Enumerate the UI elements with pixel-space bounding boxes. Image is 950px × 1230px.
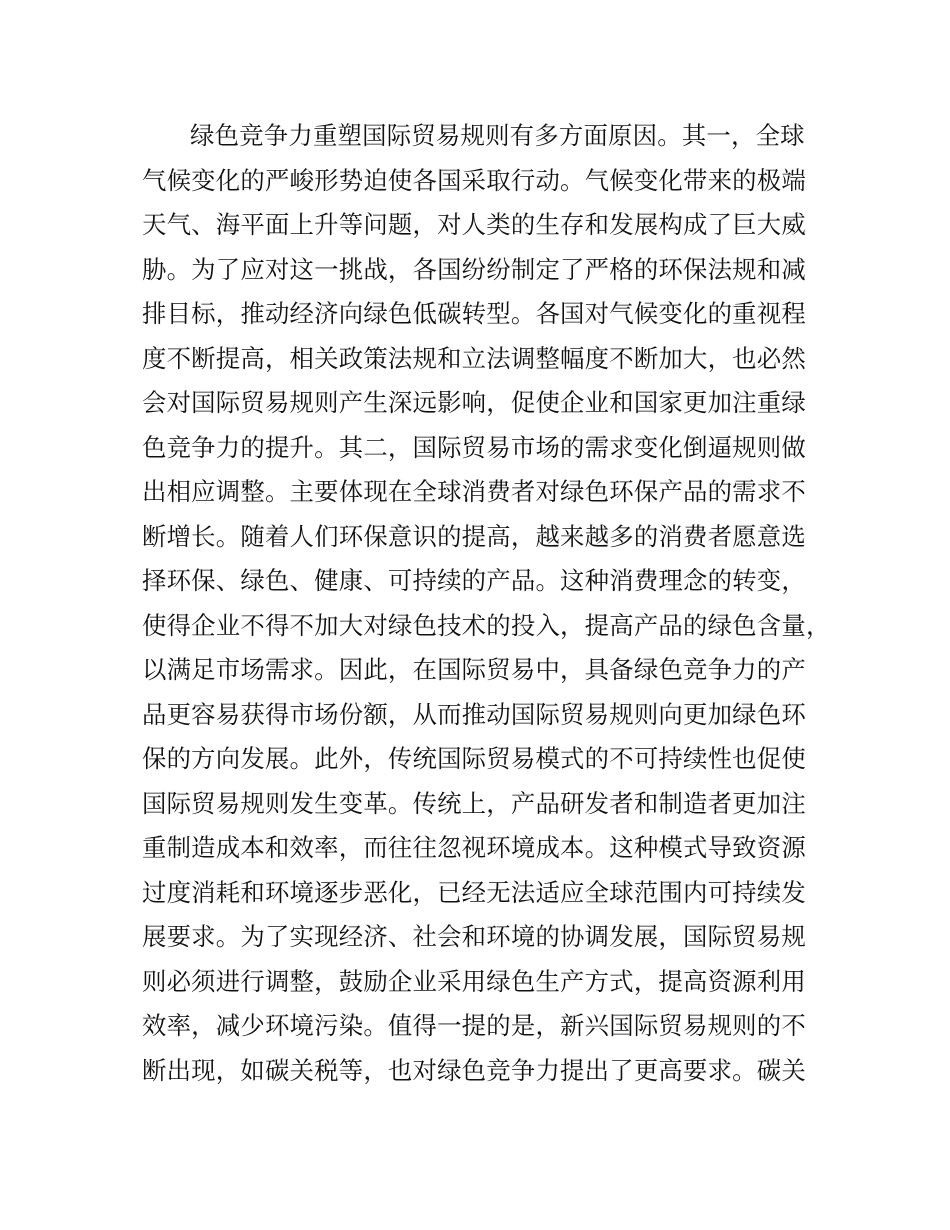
- paragraph-line: 择环保、绿色、健康、可持续的产品。这种消费理念的转变，: [142, 566, 806, 595]
- paragraph-line: 色竞争力的提升。其二，国际贸易市场的需求变化倒逼规则做: [142, 433, 806, 462]
- paragraph-line: 断增长。随着人们环保意识的提高，越来越多的消费者愿意选: [142, 522, 806, 551]
- paragraph-line: 品更容易获得市场份额，从而推动国际贸易规则向更加绿色环: [142, 700, 806, 729]
- paragraph-line: 使得企业不得不加大对绿色技术的投入，提高产品的绿色含量，: [142, 611, 831, 640]
- paragraph-line: 胁。为了应对这一挑战，各国纷纷制定了严格的环保法规和减: [142, 255, 806, 284]
- paragraph-line: 保的方向发展。此外，传统国际贸易模式的不可持续性也促使: [142, 744, 806, 773]
- paragraph-line: 出相应调整。主要体现在全球消费者对绿色环保产品的需求不: [142, 477, 806, 506]
- paragraph-line: 排目标，推动经济向绿色低碳转型。各国对气候变化的重视程: [142, 299, 806, 328]
- paragraph-line: 重制造成本和效率，而往往忽视环境成本。这种模式导致资源: [142, 833, 806, 862]
- paragraph-line: 过度消耗和环境逐步恶化，已经无法适应全球范围内可持续发: [142, 878, 806, 907]
- paragraph-line: 效率，减少环境污染。值得一提的是，新兴国际贸易规则的不: [142, 1011, 806, 1040]
- paragraph-line: 断出现，如碳关税等，也对绿色竞争力提出了更高要求。碳关: [142, 1056, 806, 1085]
- paragraph-line: 国际贸易规则发生变革。传统上，产品研发者和制造者更加注: [142, 789, 806, 818]
- paragraph-line: 会对国际贸易规则产生深远影响，促使企业和国家更加注重绿: [142, 388, 806, 417]
- paragraph-line: 以满足市场需求。因此，在国际贸易中，具备绿色竞争力的产: [142, 655, 806, 684]
- paragraph-line: 则必须进行调整，鼓励企业采用绿色生产方式，提高资源利用: [142, 967, 806, 996]
- paragraph-line: 天气、海平面上升等问题，对人类的生存和发展构成了巨大威: [142, 210, 806, 239]
- paragraph-line: 绿色竞争力重塑国际贸易规则有多方面原因。其一，全球: [190, 121, 805, 150]
- paragraph-line: 度不断提高，相关政策法规和立法调整幅度不断加大，也必然: [142, 344, 806, 373]
- paragraph-line: 展要求。为了实现经济、社会和环境的协调发展，国际贸易规: [142, 922, 806, 951]
- paragraph-line: 气候变化的严峻形势迫使各国采取行动。气候变化带来的极端: [142, 166, 806, 195]
